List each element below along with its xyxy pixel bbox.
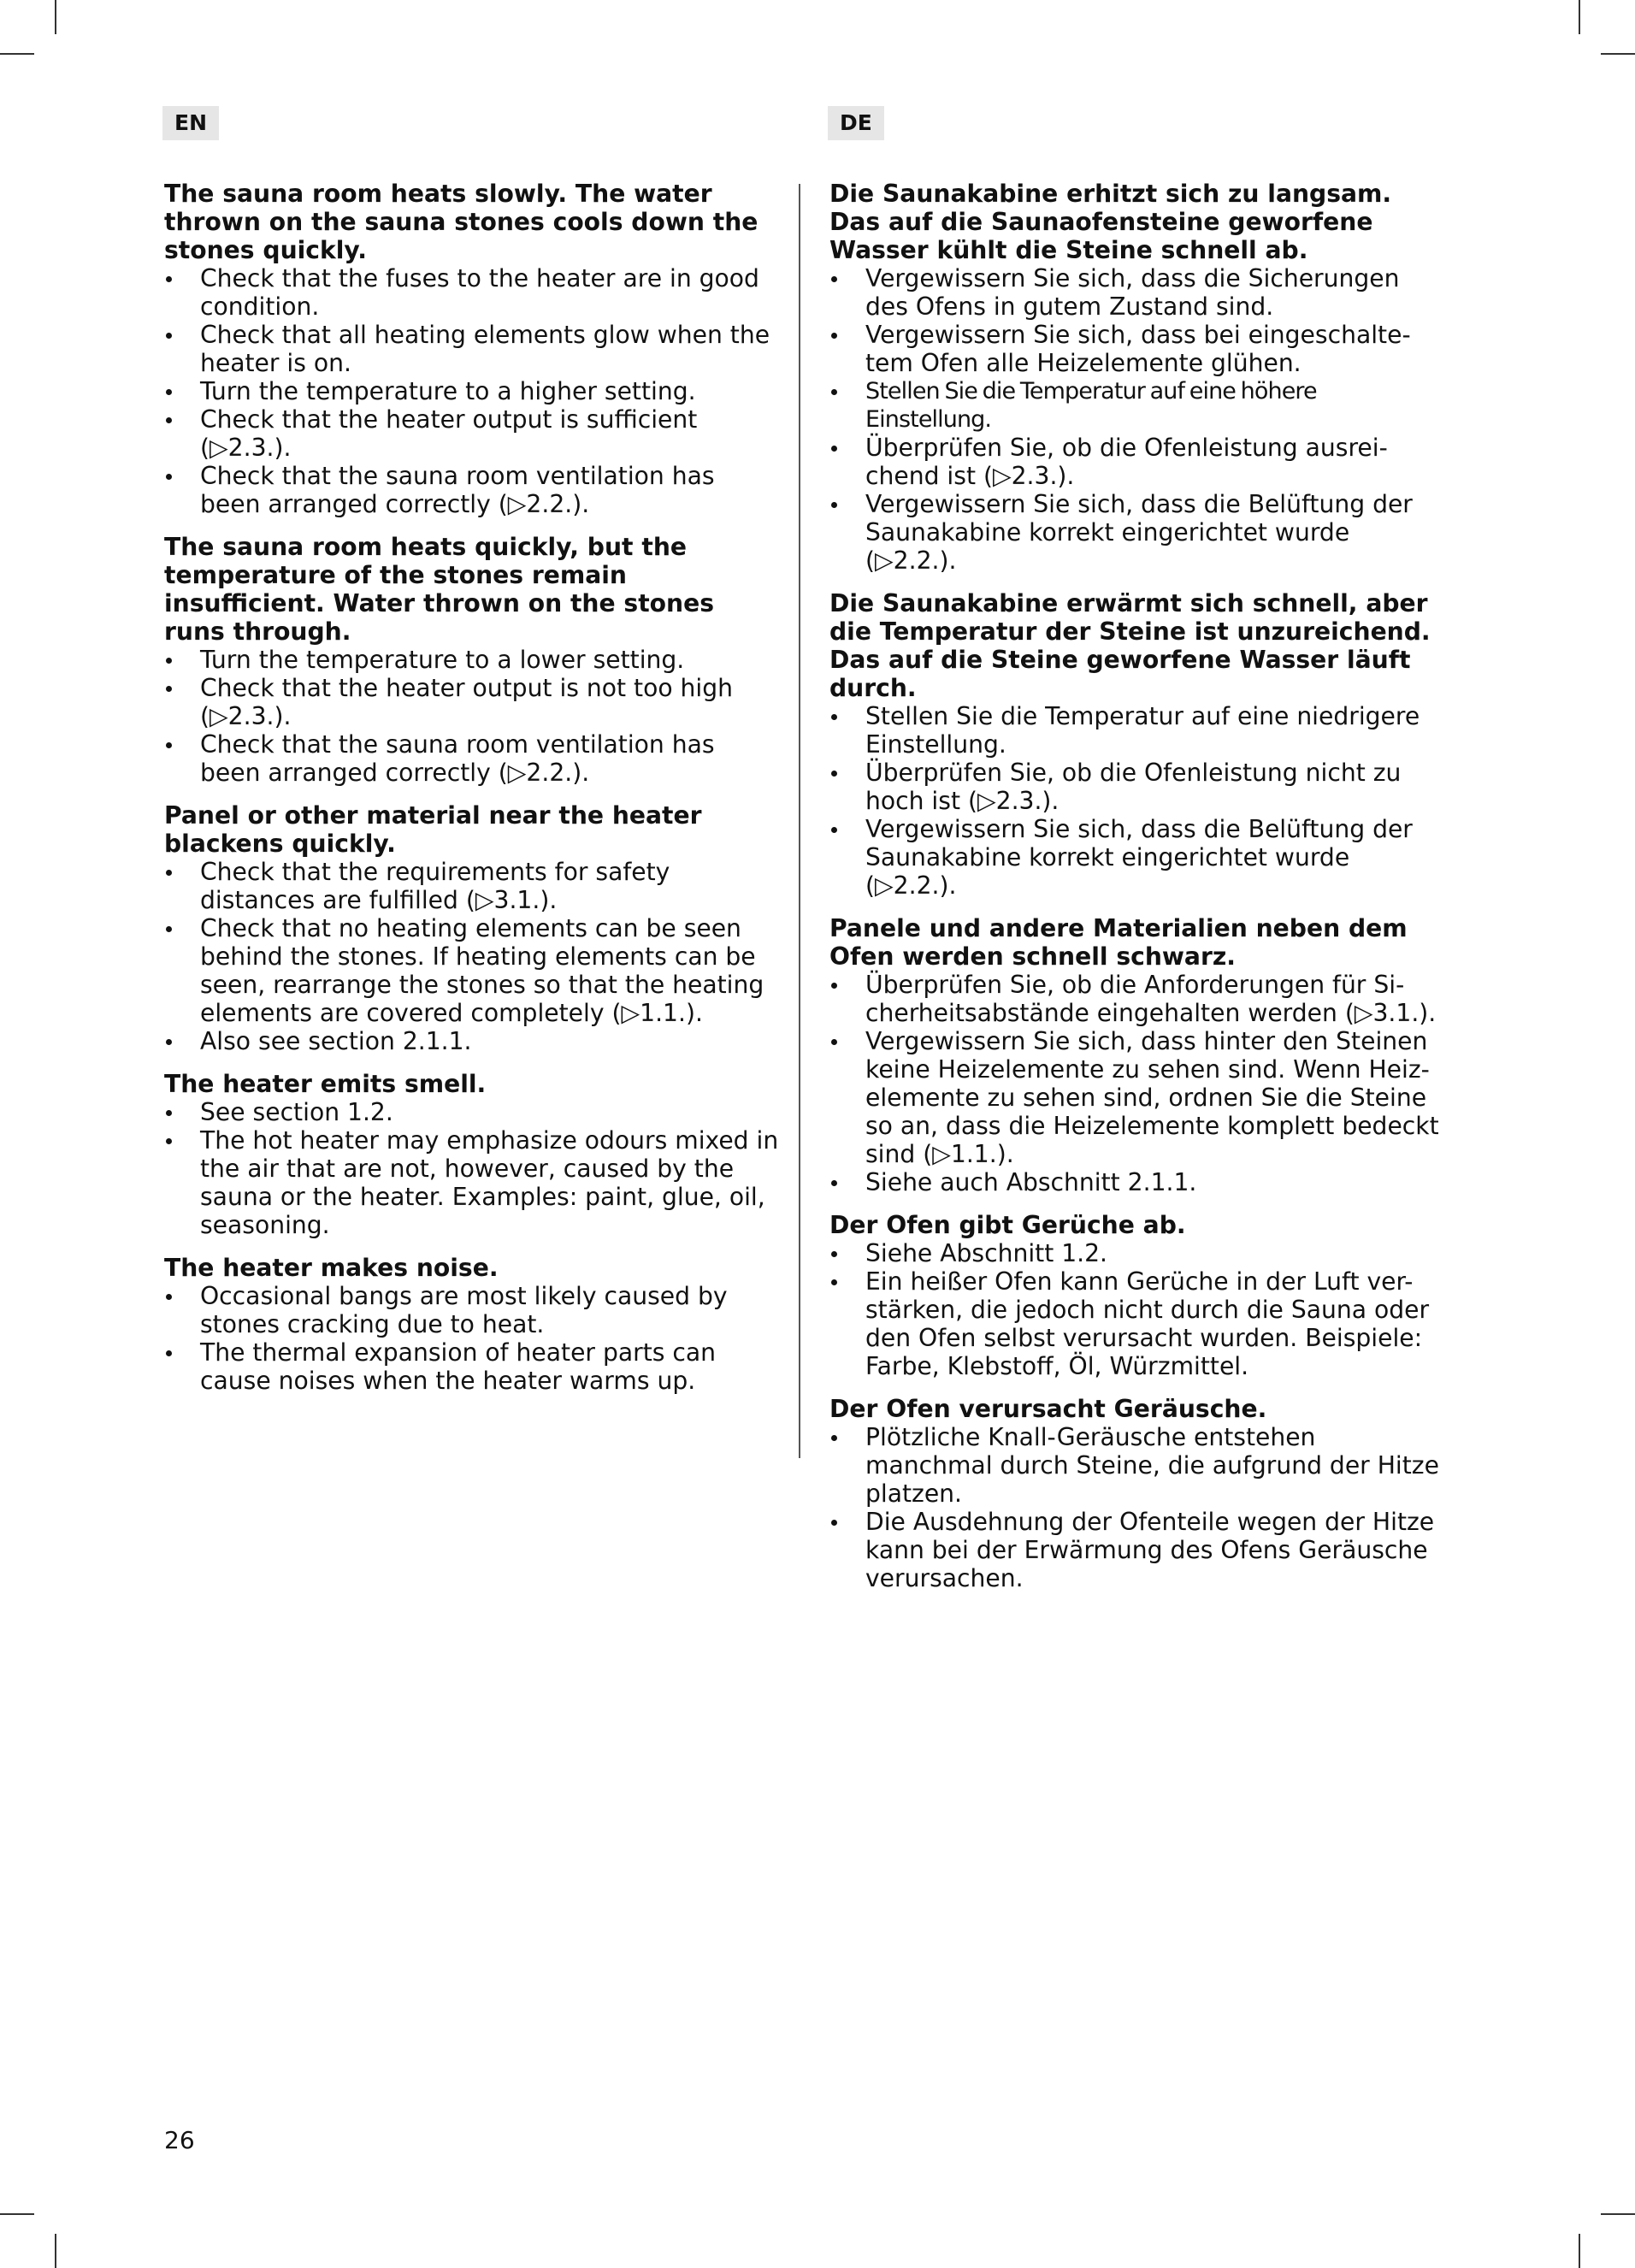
list-item: Plötzliche Knall-Geräusche entstehen manchmal durch Steine, die aufgrund der Hitze platzen. bbox=[829, 1423, 1447, 1508]
section-heading: The heater emits smell. bbox=[164, 1070, 487, 1098]
section-heading: Der Ofen gibt Gerüche ab. bbox=[829, 1211, 1186, 1239]
bullet-list bbox=[829, 1423, 1447, 1592]
troubleshoot-section bbox=[829, 589, 1447, 900]
list-item: Überprüfen Sie, ob die Anforderungen für Si-cherheitsabstände eingehalten werden (▷3.1.). bbox=[829, 971, 1447, 1027]
section-heading: Panel or other material near the heater blackens quickly. bbox=[164, 801, 702, 858]
bullet-list bbox=[829, 702, 1447, 900]
list-item: Siehe Abschnitt 1.2. bbox=[829, 1239, 1447, 1267]
bullet-list bbox=[164, 858, 780, 1055]
bullet-list bbox=[164, 264, 780, 518]
list-item: Überprüfen Sie, ob die Ofenleistung ausrei-chend ist (▷2.3.). bbox=[829, 434, 1447, 490]
list-item: Check that the fuses to the heater are in good condition. bbox=[164, 264, 780, 321]
troubleshoot-section bbox=[829, 1211, 1447, 1380]
section-heading: Die Saunakabine erhitzt sich zu langsam. Das auf die Saunaofensteine geworfene Wasser kühlt die Steine schnell ab. bbox=[829, 180, 1392, 264]
list-item: Vergewissern Sie sich, dass die Sicherungen des Ofens in gutem Zustand sind. bbox=[829, 264, 1447, 321]
crop-mark bbox=[0, 53, 34, 55]
bullet-list bbox=[164, 646, 780, 787]
section-heading: Die Saunakabine erwärmt sich schnell, aber die Temperatur der Steine ist unzureichend. Das auf die Steine geworfene Wasser läuft durch. bbox=[829, 589, 1431, 702]
crop-mark bbox=[55, 2234, 56, 2268]
crop-mark bbox=[1579, 2234, 1580, 2268]
list-item: Vergewissern Sie sich, dass die Belüftung der Saunakabine korrekt eingerichtet wurde (▷2.2.). bbox=[829, 815, 1447, 900]
language-tag-de: DE bbox=[828, 106, 884, 140]
troubleshoot-section bbox=[829, 1395, 1447, 1592]
list-item: See section 1.2. bbox=[164, 1098, 780, 1126]
bullet-list bbox=[829, 1239, 1447, 1380]
page-number: 26 bbox=[164, 2126, 195, 2154]
list-item: Überprüfen Sie, ob die Ofenleistung nicht zu hoch ist (▷2.3.). bbox=[829, 759, 1447, 815]
crop-mark bbox=[1579, 0, 1580, 34]
troubleshoot-section bbox=[164, 180, 780, 518]
list-item: Turn the temperature to a lower setting. bbox=[164, 646, 780, 674]
troubleshoot-section bbox=[829, 180, 1447, 575]
list-item: Vergewissern Sie sich, dass bei eingeschalte-tem Ofen alle Heizelemente glühen. bbox=[829, 321, 1447, 377]
troubleshoot-section bbox=[829, 914, 1447, 1196]
list-item: Stellen Sie die Temperatur auf eine niedrigere Einstellung. bbox=[829, 702, 1447, 759]
section-heading: The heater makes noise. bbox=[164, 1254, 499, 1282]
list-item: The thermal expansion of heater parts can cause noises when the heater warms up. bbox=[164, 1338, 780, 1395]
section-heading: The sauna room heats slowly. The water thrown on the sauna stones cools down the stones quickly. bbox=[164, 180, 758, 264]
list-item: Vergewissern Sie sich, dass hinter den Steinen keine Heizelemente zu sehen sind. Wenn Heiz-elemente zu sehen sind, ordnen Sie die Steine so an, dass die Heizelemente komplett bedeckt sind (▷1.1.). bbox=[829, 1027, 1447, 1168]
list-item: Check that no heating elements can be seen behind the stones. If heating elements can be seen, rearrange the stones so that the heating elements are covered completely (▷1.1.). bbox=[164, 914, 780, 1027]
list-item: Die Ausdehnung der Ofenteile wegen der Hitze kann bei der Erwärmung des Ofens Geräusche verursachen. bbox=[829, 1508, 1447, 1592]
list-item: Check that the sauna room ventilation has been arranged correctly (▷2.2.). bbox=[164, 730, 780, 787]
section-heading: The sauna room heats quickly, but the temperature of the stones remain insufficient. Water thrown on the stones runs through. bbox=[164, 533, 714, 646]
list-item: Check that all heating elements glow when the heater is on. bbox=[164, 321, 780, 377]
troubleshoot-section bbox=[164, 1070, 780, 1239]
column-divider bbox=[799, 184, 800, 1458]
list-item: The hot heater may emphasize odours mixed in the air that are not, however, caused by the sauna or the heater. Examples: paint, glue, oil, seasoning. bbox=[164, 1126, 780, 1239]
list-item: Check that the heater output is sufficient (▷2.3.). bbox=[164, 405, 780, 462]
section-heading: Der Ofen verursacht Geräusche. bbox=[829, 1395, 1267, 1423]
bullet-list bbox=[164, 1282, 780, 1395]
list-item: Check that the heater output is not too high (▷2.3.). bbox=[164, 674, 780, 730]
troubleshoot-section bbox=[164, 533, 780, 787]
list-item: Check that the sauna room ventilation has been arranged correctly (▷2.2.). bbox=[164, 462, 780, 518]
crop-mark bbox=[0, 2213, 34, 2215]
crop-mark bbox=[55, 0, 56, 34]
english-column bbox=[164, 180, 780, 1409]
list-item: Also see section 2.1.1. bbox=[164, 1027, 780, 1055]
bullet-list bbox=[829, 264, 1447, 575]
list-item: Turn the temperature to a higher setting. bbox=[164, 377, 780, 405]
list-item: Ein heißer Ofen kann Gerüche in der Luft ver-stärken, die jedoch nicht durch die Sauna oder den Ofen selbst verursacht wurden. Beispiele: Farbe, Klebstoff, Öl, Würzmittel. bbox=[829, 1267, 1447, 1380]
list-item: Vergewissern Sie sich, dass die Belüftung der Saunakabine korrekt eingerichtet wurde (▷2.2.). bbox=[829, 490, 1447, 575]
list-item: Stellen Sie die Temperatur auf eine höhere Einstellung. bbox=[829, 377, 1447, 434]
troubleshoot-section bbox=[164, 1254, 780, 1395]
crop-mark bbox=[1601, 2213, 1635, 2215]
list-item: Occasional bangs are most likely caused by stones cracking due to heat. bbox=[164, 1282, 780, 1338]
section-heading: Panele und andere Materialien neben dem Ofen werden schnell schwarz. bbox=[829, 914, 1408, 971]
bullet-list bbox=[164, 1098, 780, 1239]
german-column bbox=[829, 180, 1447, 1607]
list-item: Check that the requirements for safety distances are fulfilled (▷3.1.). bbox=[164, 858, 780, 914]
troubleshoot-section bbox=[164, 801, 780, 1055]
language-tag-en: EN bbox=[162, 106, 219, 140]
bullet-list bbox=[829, 971, 1447, 1196]
list-item: Siehe auch Abschnitt 2.1.1. bbox=[829, 1168, 1447, 1196]
crop-mark bbox=[1601, 53, 1635, 55]
